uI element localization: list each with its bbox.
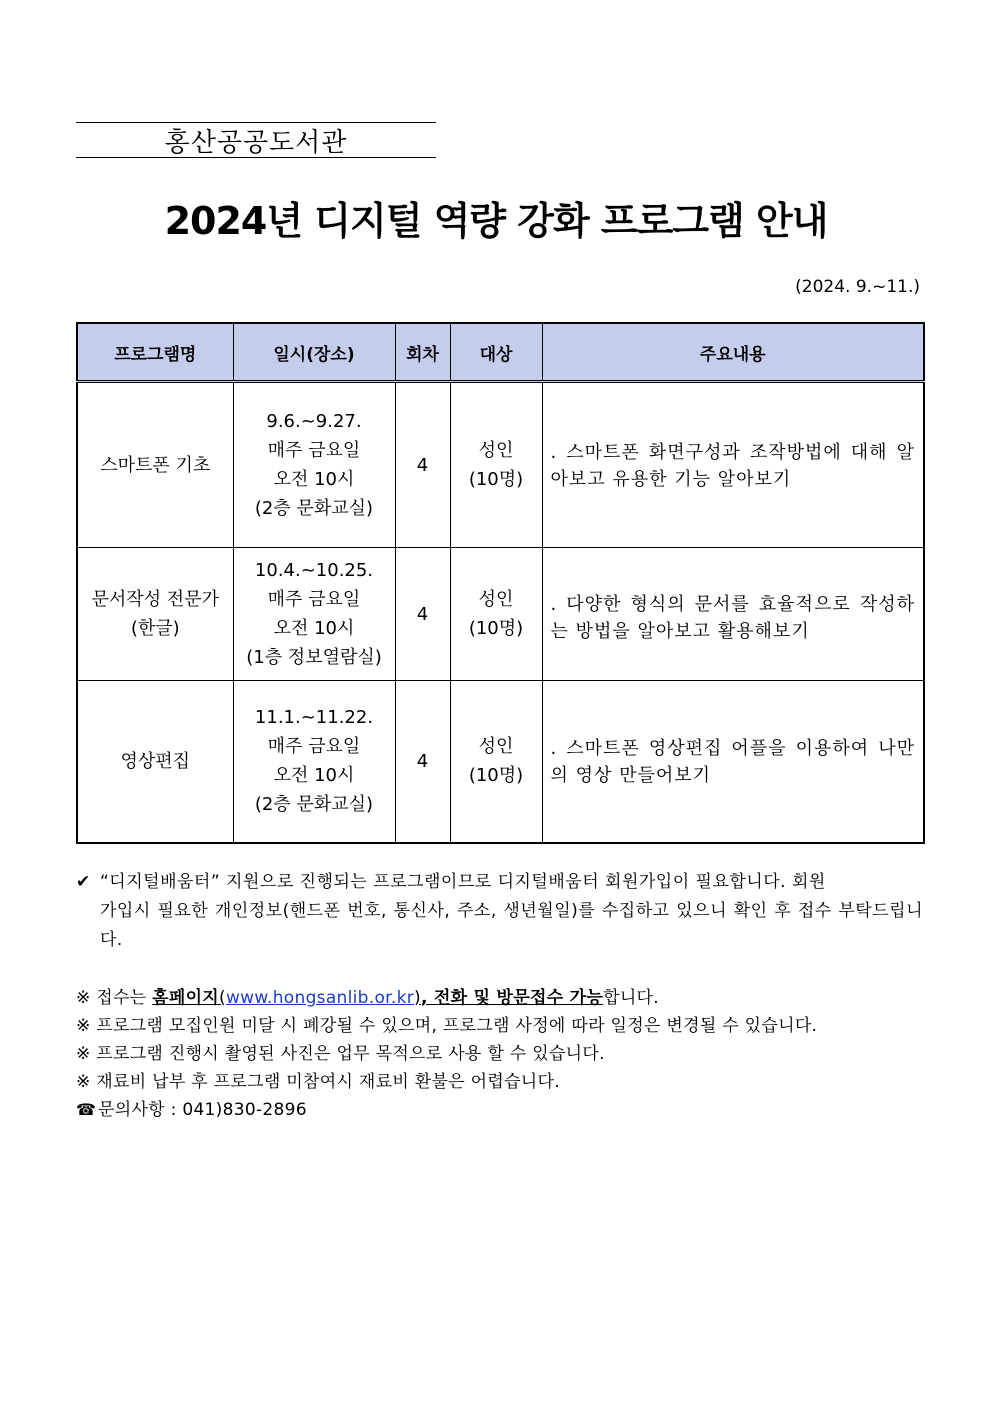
column-header-target: 대상 [450,323,542,382]
program-name: 영상편집 [120,750,191,772]
target-label: 성인 [478,589,514,610]
phone-icon: ☎ [76,1100,97,1119]
note-contact [76,1096,936,1124]
checkmark-icon: ✔ [76,872,91,892]
table-header-row [77,323,924,382]
note-cancellation [76,1012,936,1040]
program-name: 스마트폰 기초 [100,454,211,476]
table-row [77,681,924,843]
library-header-box [76,122,436,158]
membership-notice [76,868,923,955]
reference-mark-icon: ※ [76,1072,91,1092]
paren-close: ) [414,988,421,1008]
paren-open: ( [219,988,226,1008]
schedule-cell [233,382,395,548]
contact-text: 문의사항 : 041)830-2896 [98,1100,307,1120]
content-cell [542,548,924,681]
target-count: (10명) [468,618,524,639]
table-row [77,548,924,681]
schedule-day: 매주 금요일 [267,589,361,610]
schedule-day: 매주 금요일 [267,440,361,461]
schedule-day: 매주 금요일 [267,736,361,758]
schedule-time: 오전 10시 [273,618,355,639]
target-cell [450,382,542,548]
schedule-period: 11.1.~11.22. [254,707,374,729]
note-text: 프로그램 모집인원 미달 시 폐강될 수 있으며, 프로그램 사정에 따라 일정은 변경될 수 있습니다. [96,1016,818,1036]
schedule-place: (2층 문화교실) [254,498,374,519]
note-text: 접수는 [96,988,153,1008]
program-name-cell [77,548,233,681]
notice-text-1: “디지털배움터” 지원으로 진행되는 프로그램이므로 디지털배움터 회원가입이 필요합니다. 회원 [100,872,826,892]
note-text: 프로그램 진행시 촬영된 사진은 업무 목적으로 사용 할 수 있습니다. [96,1044,605,1064]
notes-section [76,984,936,1124]
document-title: 2024년 디지털 역량 강화 프로그램 안내 [164,199,828,243]
registration-methods: , 전화 및 방문접수 가능 [420,988,604,1008]
table-row [77,382,924,548]
notice-first-line [76,868,923,897]
target-cell [450,548,542,681]
program-name-sub: (한글) [130,618,180,639]
column-header-content: 주요내용 [542,323,924,382]
schedule-cell [233,681,395,843]
column-header-sessions: 회차 [395,323,450,382]
column-header-schedule: 일시(장소) [233,323,395,382]
target-cell [450,681,542,843]
note-registration [76,984,936,1012]
notice-text-2: 가입시 필요한 개인정보(핸드폰 번호, 통신사, 주소, 생년월일)를 수집하고 있으니 확인 후 접수 부탁드립니다. [100,901,923,950]
homepage-label: 홈페이지 [152,988,220,1008]
document-date: (2024. 9.~11.) [795,277,920,297]
reference-mark-icon: ※ [76,988,91,1008]
schedule-period: 9.6.~9.27. [266,411,362,432]
program-name-cell [77,382,233,548]
target-count: (10명) [468,469,524,490]
sessions-cell: 4 [395,382,450,548]
target-count: (10명) [468,765,524,787]
note-material-fee [76,1068,936,1096]
schedule-time: 오전 10시 [273,469,355,490]
program-name-cell [77,681,233,843]
reference-mark-icon: ※ [76,1044,91,1064]
content-cell [542,382,924,548]
reference-mark-icon: ※ [76,1016,91,1036]
program-description: . 다양한 형식의 문서를 효율적으로 작성하는 방법을 알아보고 활용해보기 [550,594,915,642]
program-name: 문서작성 전문가 [91,589,219,610]
homepage-link[interactable]: www.hongsanlib.or.kr [225,988,415,1008]
program-description: . 스마트폰 영상편집 어플을 이용하여 나만의 영상 만들어보기 [550,738,915,786]
sessions-cell: 4 [395,681,450,843]
program-table [76,322,925,844]
note-photo-usage [76,1040,936,1068]
target-label: 성인 [478,440,514,461]
schedule-period: 10.4.~10.25. [254,560,374,581]
note-text: 재료비 납부 후 프로그램 미참여시 재료비 환불은 어렵습니다. [96,1072,560,1092]
note-text-end: 합니다. [603,988,659,1008]
content-cell [542,681,924,843]
library-name: 홍산공공도서관 [164,127,348,158]
target-label: 성인 [478,736,514,758]
column-header-program-name: 프로그램명 [77,323,233,382]
schedule-time: 오전 10시 [273,765,355,787]
program-description: . 스마트폰 화면구성과 조작방법에 대해 알아보고 유용한 기능 알아보기 [550,442,915,490]
schedule-place: (1층 정보열람실) [246,647,382,668]
sessions-cell: 4 [395,548,450,681]
schedule-place: (2층 문화교실) [254,794,374,816]
schedule-cell [233,548,395,681]
